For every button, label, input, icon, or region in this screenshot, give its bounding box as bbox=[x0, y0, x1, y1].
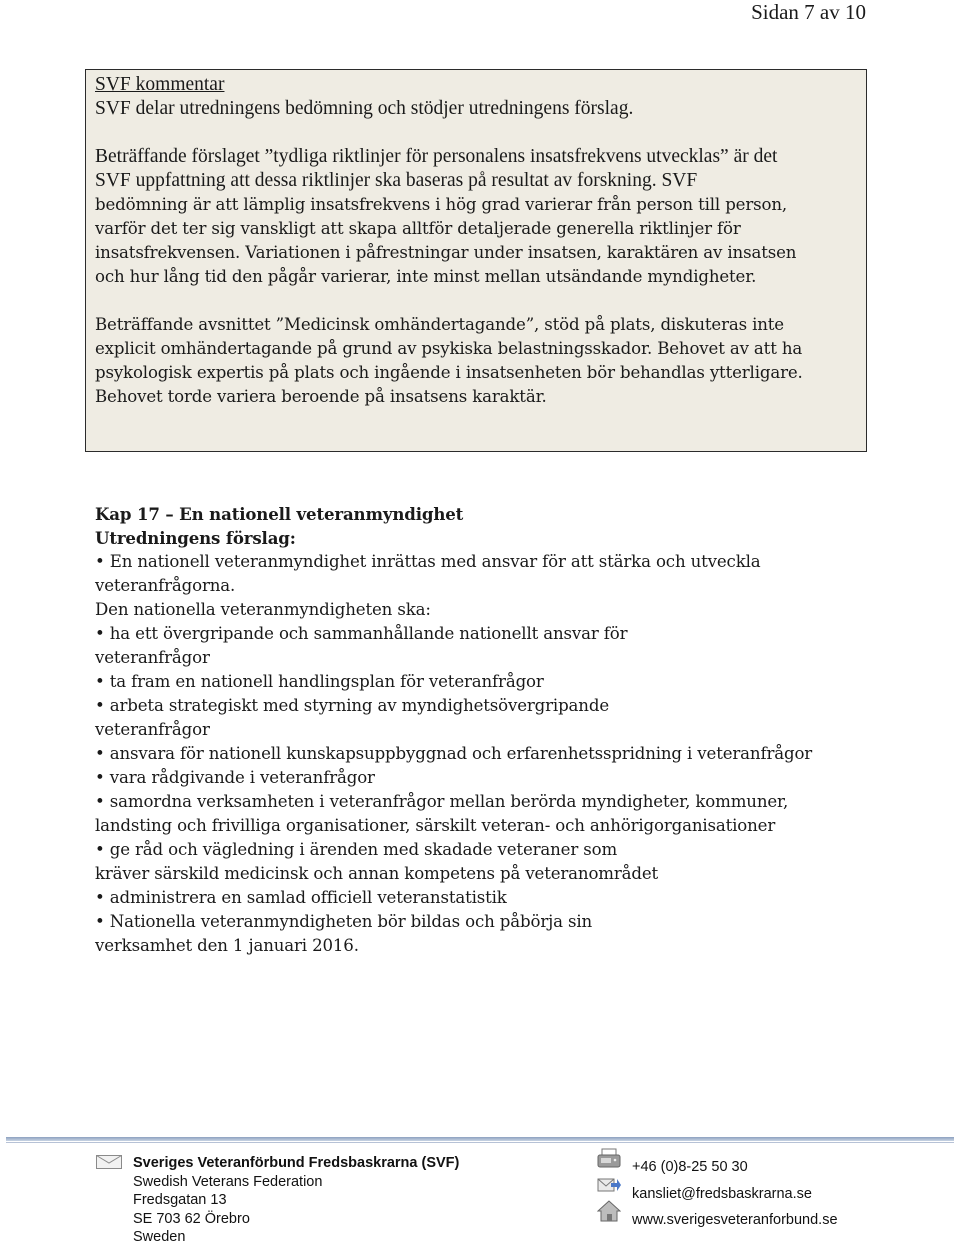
home-icon bbox=[597, 1200, 621, 1222]
chapter-line: veteranfrågor bbox=[95, 720, 210, 739]
footer-contact bbox=[632, 1154, 838, 1234]
chapter-line: veteranfrågor bbox=[95, 648, 210, 667]
postal-address: SE 703 62 Örebro bbox=[133, 1210, 250, 1227]
chapter-line: • Nationella veteranmyndigheten bör bildas och påbörja sin bbox=[95, 912, 593, 931]
chapter-line: • ta fram en nationell handlingsplan för veteranfrågor bbox=[95, 672, 544, 691]
comment-box bbox=[85, 69, 867, 452]
comment-line: Behovet torde variera beroende på insatsens karaktär. bbox=[95, 387, 547, 406]
chapter-line: • ge råd och vägledning i ärenden med skadade veteraner som bbox=[95, 840, 618, 859]
comment-paragraph bbox=[95, 313, 866, 409]
chapter-line: • ansvara för nationell kunskapsuppbyggnad och erfarenhetsspridning i veteranfrågor bbox=[95, 744, 813, 763]
comment-line: explicit omhändertagande på grund av psykiska belastningsskador. Behovet av att ha bbox=[95, 339, 803, 358]
comment-line: psykologisk expertis på plats och ingående i insatsenheten bör behandlas ytterligare. bbox=[95, 363, 803, 382]
comment-line: SVF delar utredningens bedömning och stödjer utredningens förslag. bbox=[95, 98, 634, 119]
org-english-name: Swedish Veterans Federation bbox=[133, 1173, 323, 1190]
send-mail-icon bbox=[597, 1174, 621, 1196]
country: Sweden bbox=[133, 1229, 186, 1245]
chapter-line: • samordna verksamheten i veteranfrågor mellan berörda myndigheter, kommuner, bbox=[95, 792, 789, 811]
comment-line: Beträffande avsnittet ”Medicinsk omhändertagande”, stöd på plats, diskuteras inte bbox=[95, 315, 784, 334]
org-name: Sveriges Veteranförbund Fredsbaskrarna (SVF) bbox=[133, 1155, 460, 1171]
chapter-line: veteranfrågorna. bbox=[95, 576, 236, 595]
chapter-line: kräver särskild medicinsk och annan kompetens på veteranområdet bbox=[95, 864, 659, 883]
chapter-line: verksamhet den 1 januari 2016. bbox=[95, 936, 359, 955]
chapter-heading: Kap 17 – En nationell veteranmyndighet bbox=[95, 504, 464, 524]
chapter-line: • arbeta strategiskt med styrning av myndighetsövergripande bbox=[95, 696, 609, 715]
footer-divider bbox=[6, 1137, 954, 1141]
fax-icon bbox=[597, 1148, 621, 1170]
comment-line: bedömning är att lämplig insatsfrekvens i hög grad varierar från person till person, bbox=[95, 195, 787, 214]
comment-line: och hur lång tid den pågår varierar, inte minst mellan utsändande myndigheter. bbox=[95, 267, 757, 286]
comment-line: varför det ter sig vanskligt att skapa alltför detaljerade generella riktlinjer för bbox=[95, 219, 741, 238]
chapter-line: • vara rådgivande i veteranfrågor bbox=[95, 768, 375, 787]
chapter-line: landsting och frivilliga organisationer, särskilt veteran- och anhörigorganisationer bbox=[95, 816, 776, 835]
comment-title: SVF kommentar bbox=[95, 74, 225, 95]
website-link[interactable]: www.sverigesveteranforbund.se bbox=[632, 1212, 838, 1228]
comment-line: insatsfrekvensen. Variationen i påfrestningar under insatsen, karaktären av insatsen bbox=[95, 243, 797, 262]
page-number: Sidan 7 av 10 bbox=[751, 0, 866, 24]
chapter-line: • En nationell veteranmyndighet inrättas med ansvar för att stärka och utveckla bbox=[95, 552, 761, 571]
chapter-line: • administrera en samlad officiell veteranstatistik bbox=[95, 888, 507, 907]
footer-divider-shadow bbox=[6, 1142, 954, 1143]
envelope-icon bbox=[96, 1155, 122, 1169]
footer-address bbox=[133, 1154, 459, 1247]
phone-number: +46 (0)8-25 50 30 bbox=[632, 1159, 748, 1175]
comment-paragraph bbox=[95, 145, 866, 289]
comment-line: Beträffande förslaget ”tydliga riktlinjer för personalens insatsfrekvens utvecklas” är det bbox=[95, 146, 778, 167]
chapter-line: • ha ett övergripande och sammanhållande nationellt ansvar för bbox=[95, 624, 628, 643]
chapter-subheading: Utredningens förslag: bbox=[95, 528, 296, 548]
chapter-section bbox=[95, 502, 875, 958]
chapter-line: Den nationella veteranmyndigheten ska: bbox=[95, 600, 431, 619]
email-link[interactable]: kansliet@fredsbaskrarna.se bbox=[632, 1185, 812, 1202]
comment-line: SVF uppfattning att dessa riktlinjer ska baseras på resultat av forskning. SVF bbox=[95, 170, 698, 191]
street-address: Fredsgatan 13 bbox=[133, 1192, 227, 1208]
